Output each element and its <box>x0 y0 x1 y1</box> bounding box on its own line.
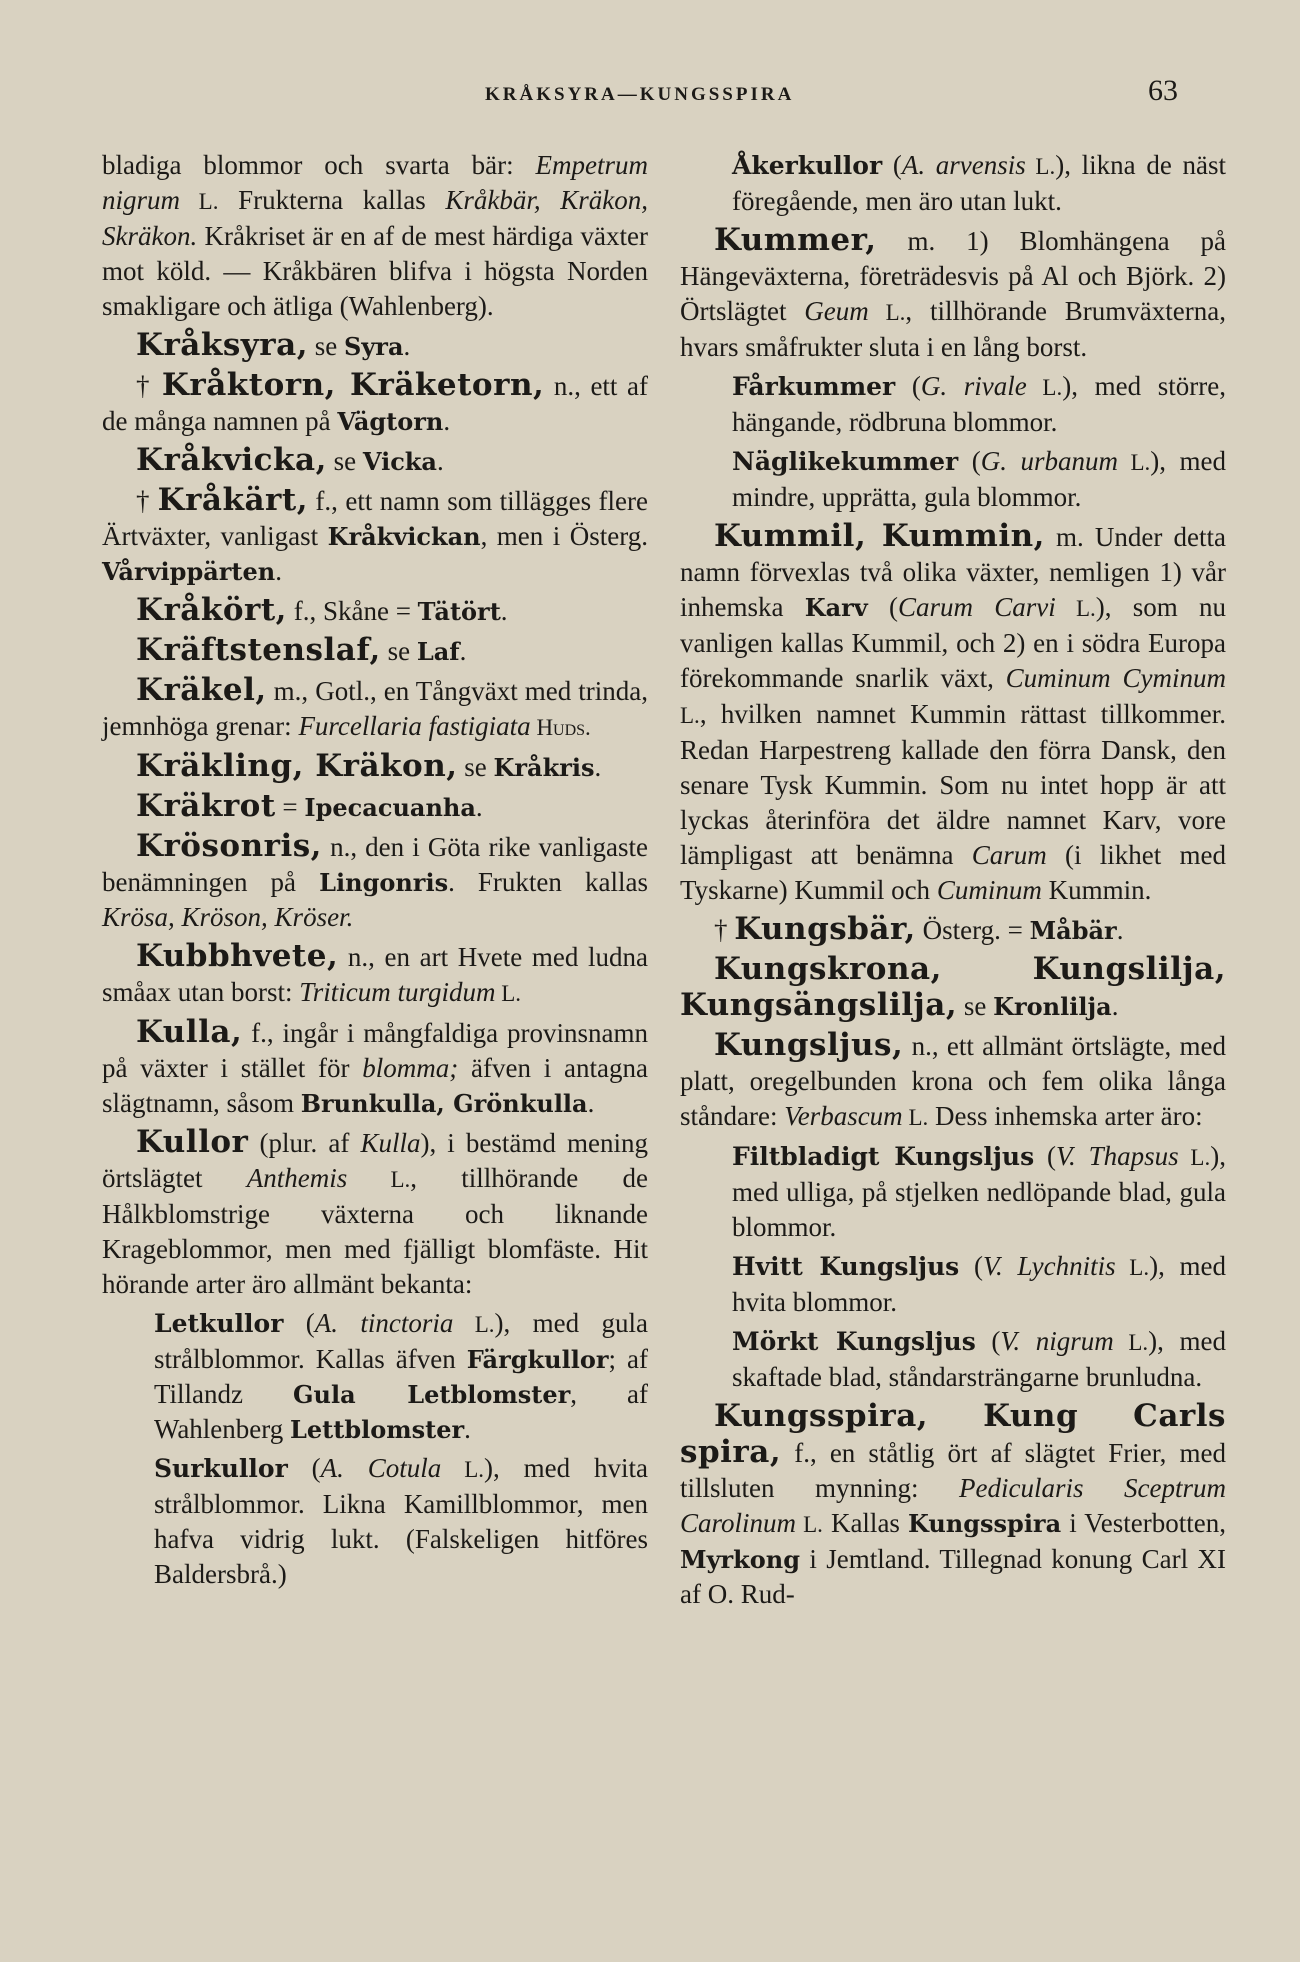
entry-kungsbar <box>680 912 1226 948</box>
latin-name: A. Cotula <box>320 1453 442 1483</box>
author-abbrev: L. <box>868 300 906 325</box>
entry-text: ), med gula strålblommor. Kallas äfven <box>154 1308 648 1374</box>
entry-text: ( <box>895 371 921 401</box>
latin-name: Geum <box>804 296 869 326</box>
latin-name: A. tinctoria <box>314 1308 454 1338</box>
entry-text: (plur. af <box>248 1128 361 1158</box>
headword: Kråkvicka, <box>136 442 327 478</box>
entry-text: . <box>587 1088 595 1118</box>
subentry-akerkullor <box>680 148 1226 219</box>
entry-text: Kummin. <box>1041 875 1152 905</box>
subheadword: Surkullor <box>154 1454 288 1483</box>
subheadword: Hvitt Kungsljus <box>732 1252 960 1281</box>
latin-name: Triticum turgidum <box>299 977 496 1007</box>
entry-text: n., ett af de många namnen på <box>102 371 648 436</box>
cross-reference: Kråkvickan <box>327 522 481 551</box>
author-abbrev: L. <box>1025 154 1056 179</box>
entry-krakling <box>102 749 648 785</box>
headword: Kummer, <box>714 222 877 258</box>
entry-kulla <box>102 1015 648 1121</box>
author-abbrev: Huds. <box>530 715 591 740</box>
entry-text: . <box>443 406 451 436</box>
entry-text: . Frukten kallas <box>448 867 648 897</box>
dagger-mark: † <box>136 371 162 401</box>
entry-text: f., en ståtlig ört af slägtet Frier, med tillsluten mynning: <box>680 1438 1226 1503</box>
subheadword: Åkerkullor <box>732 151 883 180</box>
italic-word: Kulla <box>360 1128 421 1158</box>
entry-text: n., den i Göta rike vanligaste benämningen på <box>102 832 648 897</box>
italic-word: blomma; <box>362 1053 459 1083</box>
headword: Kräkel, <box>136 672 267 708</box>
entry-text: i Vesterbotten, <box>1061 1508 1226 1538</box>
headword: Kråkört, <box>136 592 287 628</box>
entry-text: , af Wahlenberg <box>154 1379 649 1444</box>
subheadword: Näglikekummer <box>732 447 959 476</box>
latin-name: Carum Carvi <box>897 592 1056 622</box>
entry-kummer <box>680 223 1226 365</box>
latin-name: G. rivale <box>920 371 1027 401</box>
entry-kungsljus <box>680 1028 1226 1135</box>
subentry-naglikekummer <box>680 444 1226 515</box>
latin-name: V. Lychnitis <box>982 1251 1116 1281</box>
entry-kraksyra <box>102 328 648 364</box>
entry-krakart <box>102 483 648 589</box>
entry-kummil <box>680 519 1226 908</box>
entry-kungsspira <box>680 1399 1226 1612</box>
author-abbrev: L. <box>1115 1255 1150 1280</box>
subentry-surkullor <box>102 1451 648 1592</box>
entry-text: se <box>957 991 994 1021</box>
entry-kullor <box>102 1125 648 1302</box>
entry-text: n., en art Hvete med ludna småax utan borst: <box>102 942 648 1007</box>
latin-name: Cuminum <box>936 875 1042 905</box>
entry-text: ( <box>283 1308 315 1338</box>
cross-reference: Lingonris <box>319 868 449 897</box>
author-abbrev: L. <box>1178 1145 1211 1170</box>
cross-reference: Kråkris <box>493 753 595 782</box>
latin-name: Carum <box>971 840 1047 870</box>
entry-krakrot <box>102 789 648 825</box>
entry-text: m. 1) Blomhängena på Hängeväxterna, företrädesvis på Al och Björk. 2) Örtslägtet <box>680 226 1226 326</box>
latin-name: G. urbanum <box>980 446 1118 476</box>
cross-reference: Brunkulla, Grönkulla <box>300 1089 588 1118</box>
left-column <box>102 148 648 1596</box>
subentry-hvitt-kungsljus <box>680 1249 1226 1320</box>
cross-reference: Kronlilja <box>993 992 1112 1021</box>
entry-text: i Jemtland. Tillegnad konung Carl XI af O. Rud- <box>680 1544 1226 1609</box>
entry-text: . <box>475 792 483 822</box>
author-abbrev: L. <box>1026 375 1063 400</box>
entry-text: se <box>326 446 363 476</box>
entry-text: se <box>380 636 417 666</box>
entry-text: . <box>436 446 444 476</box>
subheadword: Letkullor <box>154 1309 284 1338</box>
headword: Krösonris, <box>136 828 322 864</box>
cross-reference: Syra <box>344 332 404 361</box>
latin-name: A. arvensis <box>901 150 1026 180</box>
author-abbrev: L. <box>441 1457 484 1482</box>
entry-text: ), med mindre, upprätta, gula blommor. <box>732 446 1226 512</box>
entry-text: ( <box>1034 1141 1056 1171</box>
author-abbrev: L. <box>347 1167 411 1192</box>
entry-text: . <box>1116 915 1124 945</box>
latin-name: V. Thapsus <box>1055 1141 1179 1171</box>
entry-text: f., ett namn som tillägges flere Ärtväxter, vanligast <box>102 486 649 551</box>
entry-text: . <box>1111 991 1119 1021</box>
entry-text: = <box>275 792 305 822</box>
entry-text: Kallas <box>822 1508 908 1538</box>
entry-text: se <box>308 331 345 361</box>
subentry-farkummer <box>680 369 1226 440</box>
entry-text: Frukterna kallas <box>218 185 446 215</box>
headword: Kungsspira, Kung Carls spira, <box>680 1398 1226 1470</box>
cross-reference: Vårvippärten <box>102 557 276 586</box>
entry-text: m. Under detta namn förvexlas två olika växter, nemligen 1) vår inhemska <box>680 522 1226 622</box>
subentry-morkt-kungsljus <box>680 1324 1226 1395</box>
cross-reference: Måbär <box>1029 916 1117 945</box>
dagger-mark: † <box>714 915 735 945</box>
cross-reference: Vicka <box>362 447 437 476</box>
cross-reference: Karv <box>804 593 868 622</box>
entry-text: , tillhörande Brumväxterna, hvars småfrukter sluta i en lång borst. <box>680 296 1226 362</box>
headword: Kräkling, Kräkon, <box>136 748 458 784</box>
entry-text: Österg. = <box>915 915 1030 945</box>
entry-text: n., ett allmänt örtslägte, med platt, oregelbunden krona och fem olika långa ståndare: <box>680 1031 1226 1131</box>
entry-text: ( <box>959 1251 983 1281</box>
entry-text: ), i bestämd mening örtslägtet <box>102 1128 648 1193</box>
entry-text: . <box>594 752 602 782</box>
cross-reference: Ipecacuanha <box>304 793 476 822</box>
entry-text: ( <box>867 592 898 622</box>
entry-text: . <box>403 331 411 361</box>
entry-text: ( <box>975 1326 1001 1356</box>
entry-krakort <box>102 593 648 629</box>
entry-text: ), med större, hängande, rödbruna blommor. <box>732 371 1226 437</box>
author-abbrev: L. <box>796 1512 823 1537</box>
author-abbrev: L. <box>902 1105 929 1130</box>
cross-reference: Vägtorn <box>337 407 444 436</box>
headword: Kråktorn, Kräketorn, <box>161 367 545 403</box>
author-abbrev: L. <box>1113 1330 1149 1355</box>
entry-text: . <box>459 636 467 666</box>
author-abbrev: L. <box>495 981 522 1006</box>
entry-kubbhvete <box>102 939 648 1011</box>
latin-name: Empetrum nigrum <box>102 150 648 215</box>
cross-reference: Myrkong <box>680 1545 801 1574</box>
cross-reference: Gula Letblomster <box>293 1380 571 1409</box>
entry-text: ), likna de näst föregående, men äro utan lukt. <box>732 150 1226 216</box>
latin-name: Pedicularis Sceptrum Carolinum <box>680 1473 1226 1538</box>
entry-text: ), med hvita strålblommor. Likna Kamillblommor, men hafva vidrig lukt. (Falskeligen hitföres Baldersbrå.) <box>154 1453 648 1589</box>
author-abbrev: L. <box>680 703 700 728</box>
author-abbrev: L. <box>1055 596 1096 621</box>
entry-text: Dess inhemska arter äro: <box>928 1101 1203 1131</box>
latin-name: Verbascum <box>784 1101 903 1131</box>
running-head: KRÅKSYRA—KUNGSSPIRA <box>485 84 795 105</box>
latin-name: Furcellaria fastigiata <box>298 711 531 741</box>
italic-names: Kråkbär, Kräkon, Skräkon. <box>102 185 648 251</box>
entry-krakvicka <box>102 443 648 479</box>
entry-kraktorn <box>102 368 648 439</box>
entry-krosonris <box>102 829 648 935</box>
entry-text: ), med ulliga, på stjelken nedlöpande blad, gula blommor. <box>732 1141 1226 1242</box>
subheadword: Filtbladigt Kungsljus <box>732 1142 1035 1171</box>
entry-text: ( <box>958 446 981 476</box>
dagger-mark: † <box>136 486 158 516</box>
entry-text: . <box>500 596 508 626</box>
headword: Kräftstenslaf, <box>136 632 381 668</box>
subentry-filtbladigt-kungsljus <box>680 1139 1226 1245</box>
headword: Kulla, <box>136 1014 243 1050</box>
entry-text: , tillhörande de Hålkblomstrige växterna och liknande Krageblommor, men med fjälligt blomfäste. Hit hörande arter äro allmänt bekanta: <box>102 1163 648 1299</box>
entry-text: ), med hvita blommor. <box>732 1251 1226 1317</box>
cross-reference: Lettblomster <box>290 1415 465 1444</box>
subheadword: Fårkummer <box>732 372 896 401</box>
headword: Kubbhvete, <box>136 938 339 974</box>
headword: Kråksyra, <box>136 327 309 363</box>
entry-text: ( <box>287 1453 321 1483</box>
cross-reference: Tätört <box>417 597 501 626</box>
headword: Kråkärt, <box>157 482 308 518</box>
entry-text: , hvilken namnet Kummin rättast tillkommer. Redan Harpestreng kallade den förra Dansk, den senare Tysk Kummin. Som nu intet hopp är att lyckas återinföra det äldre namnet Karv, vore lämpligast att benämna <box>680 699 1226 870</box>
latin-name: Cuminum Cyminum <box>1005 663 1226 693</box>
entry-text: Kråkriset är en af de mest härdiga växter mot köld. — Kråkbären blifva i högsta Norden smakligare och ätliga (Wahlenberg). <box>102 221 648 321</box>
right-column <box>680 148 1226 1616</box>
cross-reference: Kungsspira <box>908 1509 1062 1538</box>
entry-text: , men i Österg. <box>480 521 649 551</box>
latin-name: Anthemis <box>246 1163 348 1193</box>
italic-names: Krösa, Kröson, Kröser. <box>102 902 354 932</box>
entry-text: ), som nu vanligen kallas Kummil, och 2) en i södra Europa förekommande snarlik växt, <box>680 592 1226 693</box>
latin-name: V. nigrum <box>1000 1326 1114 1356</box>
entry-text: f., Skåne = <box>286 596 418 626</box>
entry-text: bladiga blommor och svarta bär: <box>102 150 536 180</box>
entry-krakel <box>102 673 648 745</box>
entry-continuation <box>102 148 648 324</box>
headword: Kungskrona, Kungslilja, Kungsängslilja, <box>680 951 1226 1023</box>
entry-kungskrona <box>680 952 1226 1024</box>
entry-text: f., ingår i mångfaldiga provinsnamn på växter i stället för <box>102 1018 648 1083</box>
entry-text: m., Gotl., en Tångväxt med trinda, jemnhöga grenar: <box>102 676 648 741</box>
headword: Kräkrot <box>136 788 276 824</box>
page-number: 63 <box>1148 74 1178 107</box>
entry-kraftstenslaf <box>102 633 648 669</box>
headword: Kullor <box>136 1124 249 1160</box>
entry-text: (i likhet med Tyskarne) Kummil och <box>680 840 1226 905</box>
headword: Kungsbär, <box>734 911 916 947</box>
author-abbrev: L. <box>1117 450 1151 475</box>
entry-text: ), med skaftade blad, ståndarsträngarne brunludna. <box>732 1326 1226 1392</box>
headword: Kungsljus, <box>714 1027 904 1063</box>
author-abbrev: L. <box>180 189 219 214</box>
author-abbrev: L. <box>453 1312 495 1337</box>
entry-text: ; af Tillandz <box>154 1344 648 1409</box>
entry-text: se <box>457 752 494 782</box>
cross-reference: Laf <box>416 637 460 666</box>
entry-text: äfven i antagna slägtnamn, såsom <box>102 1053 648 1118</box>
entry-text: . <box>464 1414 471 1444</box>
subheadword: Mörkt Kungsljus <box>732 1327 976 1356</box>
subentry-letkullor <box>102 1306 648 1447</box>
entry-text: ( <box>882 150 902 180</box>
cross-reference: Färgkullor <box>466 1345 609 1374</box>
entry-text: . <box>275 556 282 586</box>
headword: Kummil, Kummin, <box>714 518 1045 554</box>
